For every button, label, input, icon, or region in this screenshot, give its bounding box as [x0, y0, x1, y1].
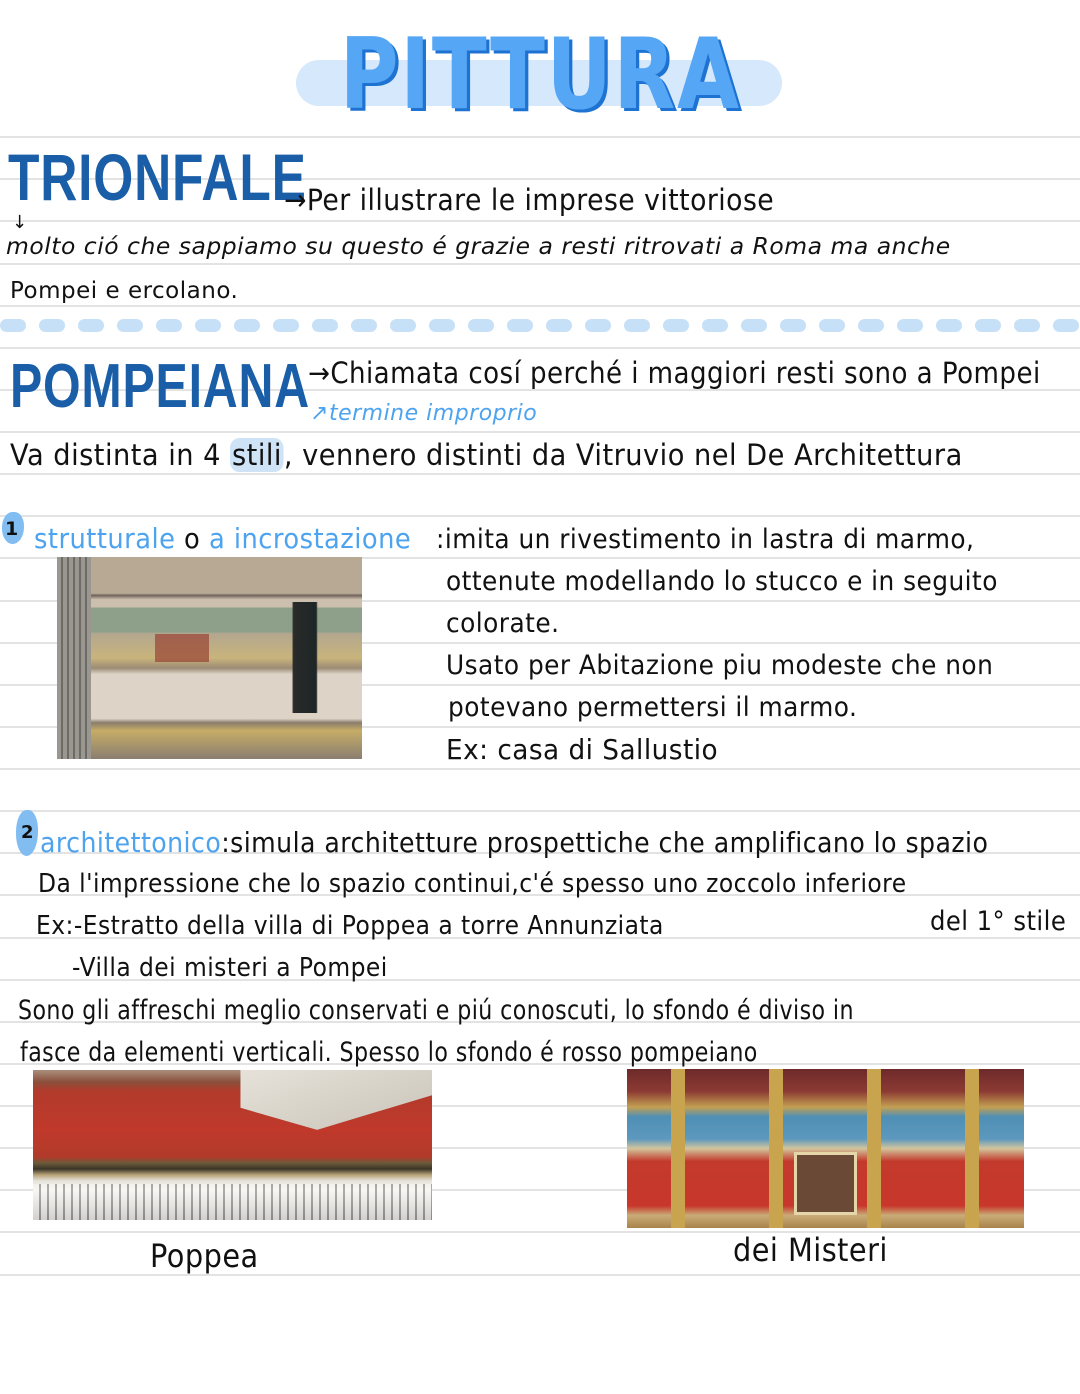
ruled-line	[0, 347, 1080, 349]
stile-1-title	[34, 520, 411, 558]
highlighted-word-stili: stili	[231, 438, 282, 472]
ruled-line	[0, 515, 1080, 517]
annotation-text: termine improprio	[328, 401, 538, 426]
desc-text: imita un rivestimento in lastra di marmo,	[444, 524, 975, 555]
curved-arrow-icon: ↗	[310, 401, 329, 426]
number-2: 2	[21, 822, 34, 843]
ruled-line	[0, 431, 1080, 433]
stile-2-definition: :simula architetture prospettiche che amplificano lo spazio	[221, 826, 989, 859]
stile-1-desc-line-4: Usato per Abitazione piu modeste che non	[446, 650, 994, 681]
stile-1-desc-line-3: colorate.	[446, 608, 560, 639]
caption-poppea: Poppea	[150, 1237, 259, 1275]
colon: :	[436, 524, 445, 555]
stile-2-name-architettonico: architettonico	[40, 826, 222, 859]
stili-line-start: Va distinta in 4	[10, 438, 231, 472]
pompeiana-stili-line	[10, 436, 963, 474]
stile-2-example-2: -Villa dei misteri a Pompei	[72, 953, 388, 983]
stile-1-desc-line-2: ottenute modellando lo stucco e in seguito	[446, 566, 998, 597]
stile-1-name-strutturale: strutturale	[34, 522, 176, 555]
ruled-line	[0, 768, 1080, 770]
trionfale-definition: →Per illustrare le imprese vittoriose	[284, 183, 775, 217]
stile-1-desc-line-1	[436, 522, 974, 558]
ruled-line	[0, 1231, 1080, 1233]
number-1: 1	[5, 518, 19, 540]
trionfale-text-line-2: Pompei e ercolano.	[10, 278, 239, 304]
stile-1-name-incrostazione: a incrostazione	[208, 522, 412, 555]
page-title	[296, 20, 782, 130]
photo-villa-poppea	[33, 1070, 432, 1220]
ruled-line	[0, 810, 1080, 812]
heading-trionfale: TRIONFALE	[8, 140, 307, 214]
stile-2-side-note: del 1° stile	[930, 906, 1067, 937]
dashed-separator	[0, 319, 1080, 333]
down-arrow-icon: ↓	[12, 212, 28, 233]
stile-2-line-fasce: fasce da elementi verticali. Spesso lo sfondo é rosso pompeiano	[20, 1037, 758, 1068]
stile-2-first-line	[40, 824, 988, 862]
ruled-line	[0, 136, 1080, 138]
heading-pompeiana: POMPEIANA	[10, 352, 310, 421]
trionfale-text-line-1: molto ció che sappiamo su questo é grazie a resti ritrovati a Roma ma anche	[6, 234, 951, 260]
stile-2-line-sono: Sono gli affreschi meglio conservati e piú conoscuti, lo sfondo é diviso in	[18, 995, 854, 1026]
stile-1-connector: o	[184, 522, 201, 555]
stile-2-example-1: Ex:-Estratto della villa di Poppea a torre Annunziata	[36, 911, 664, 941]
stile-2-line-2: Da l'impressione che lo spazio continui,c'é spesso uno zoccolo inferiore	[38, 869, 907, 899]
photo-villa-dei-misteri	[627, 1069, 1024, 1228]
stili-line-end: , vennero distinti da Vitruvio nel De Architettura	[283, 438, 963, 472]
stile-1-example: Ex: casa di Sallustio	[446, 733, 719, 766]
stile-1-desc-line-5: potevano permettersi il marmo.	[448, 692, 858, 723]
photo-casa-di-sallustio	[57, 557, 362, 759]
pompeiana-definition: →Chiamata cosí perché i maggiori resti sono a Pompei	[308, 356, 1041, 390]
annotation-termine-improprio	[310, 400, 537, 428]
ruled-line	[0, 220, 1080, 222]
caption-dei-misteri: dei Misteri	[733, 1231, 888, 1269]
page-title-text: PITTURA	[339, 18, 741, 132]
